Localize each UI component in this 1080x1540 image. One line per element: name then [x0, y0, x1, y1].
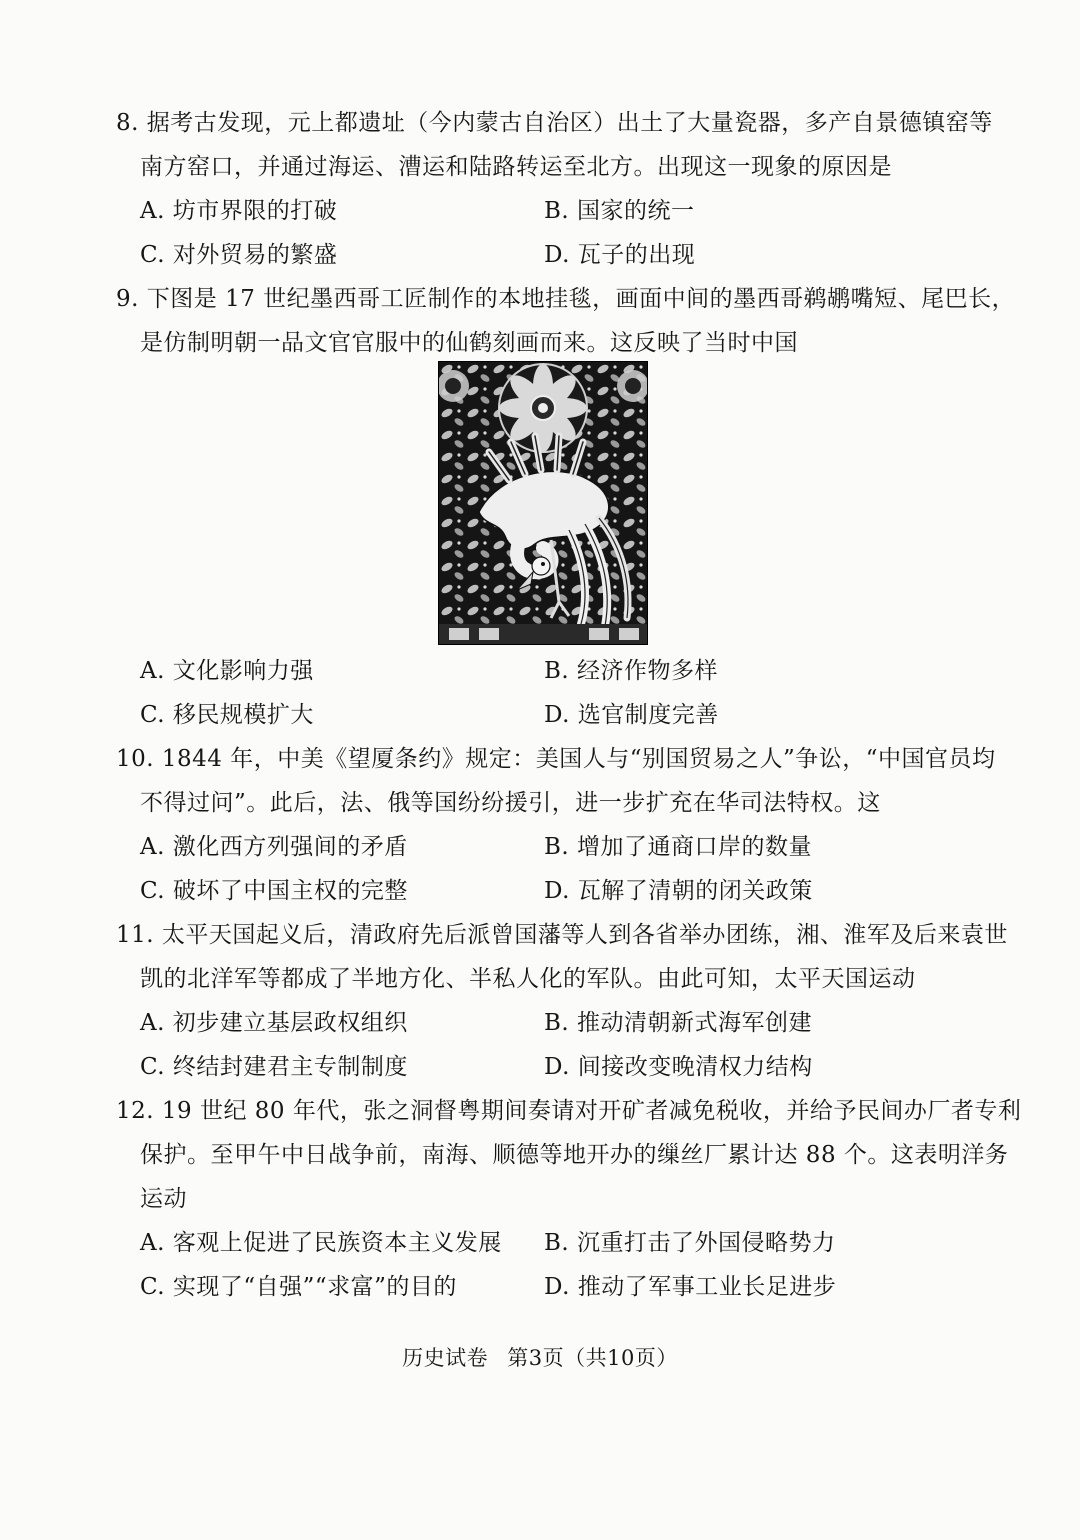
question-11-line-1: 11. 太平天国起义后，清政府先后派曾国藩等人到各省举办团练，湘、淮军及后来袁世	[116, 922, 1008, 948]
question-10-option-b: B. 增加了通商口岸的数量	[544, 834, 813, 860]
question-11-option-c: C. 终结封建君主专制制度	[140, 1054, 408, 1080]
question-10-line-2: 不得过问”。此后，法、俄等国纷纷援引，进一步扩充在华司法特权。这	[140, 790, 881, 816]
question-9-option-d: D. 选官制度完善	[544, 702, 719, 728]
question-11-option-a: A. 初步建立基层政权组织	[140, 1010, 408, 1036]
question-12-line-3: 运动	[140, 1186, 187, 1212]
question-10-option-d: D. 瓦解了清朝的闭关政策	[544, 878, 813, 904]
question-12-option-a: A. 客观上促进了民族资本主义发展	[140, 1230, 502, 1256]
footer-page-number: 第3页（共10页）	[507, 1346, 678, 1370]
question-11-option-d: D. 间接改变晚清权力结构	[544, 1054, 813, 1080]
question-10-option-a: A. 激化西方列强间的矛盾	[140, 834, 408, 860]
question-9-line-2: 是仿制明朝一品文官官服中的仙鹤刻画而来。这反映了当时中国	[140, 330, 798, 356]
question-8-option-c: C. 对外贸易的繁盛	[140, 242, 338, 268]
question-11-option-b: B. 推动清朝新式海军创建	[544, 1010, 813, 1036]
question-10-line-1: 10. 1844 年，中美《望厦条约》规定：美国人与“别国贸易之人”争讼，“中国官员均	[116, 746, 996, 772]
question-12-option-b: B. 沉重打击了外国侵略势力	[544, 1230, 836, 1256]
question-12-option-d: D. 推动了军事工业长足进步	[544, 1274, 837, 1300]
question-12-line-2: 保护。至甲午中日战争前，南海、顺德等地开办的缫丝厂累计达 88 个。这表明洋务	[140, 1142, 1009, 1168]
tapestry-crane-image	[438, 361, 648, 645]
question-8-line-2: 南方窑口，并通过海运、漕运和陆路转运至北方。出现这一现象的原因是	[140, 154, 892, 180]
page-footer	[0, 1344, 1080, 1372]
question-8-option-a: A. 坊市界限的打破	[140, 198, 338, 224]
footer-subject: 历史试卷	[402, 1346, 489, 1370]
question-9-option-c: C. 移民规模扩大	[140, 702, 314, 728]
question-9-option-b: B. 经济作物多样	[544, 658, 719, 684]
question-9-option-a: A. 文化影响力强	[140, 658, 314, 684]
question-11-line-2: 凯的北洋军等都成了半地方化、半私人化的军队。由此可知，太平天国运动	[140, 966, 916, 992]
question-12-option-c: C. 实现了“自强”“求富”的目的	[140, 1274, 457, 1300]
question-9-line-1: 9. 下图是 17 世纪墨西哥工匠制作的本地挂毯，画面中间的墨西哥鹈鹕嘴短、尾巴长，	[116, 286, 1016, 312]
question-8-option-d: D. 瓦子的出现	[544, 242, 696, 268]
tapestry-crane-icon	[439, 362, 647, 644]
question-8-line-1: 8. 据考古发现，元上都遗址（今内蒙古自治区）出土了大量瓷器，多产自景德镇窑等	[116, 110, 993, 136]
question-8-option-b: B. 国家的统一	[544, 198, 695, 224]
question-12-line-1: 12. 19 世纪 80 年代，张之洞督粤期间奏请对开矿者减免税收，并给予民间办厂者专利	[116, 1098, 1022, 1124]
question-10-option-c: C. 破坏了中国主权的完整	[140, 878, 408, 904]
